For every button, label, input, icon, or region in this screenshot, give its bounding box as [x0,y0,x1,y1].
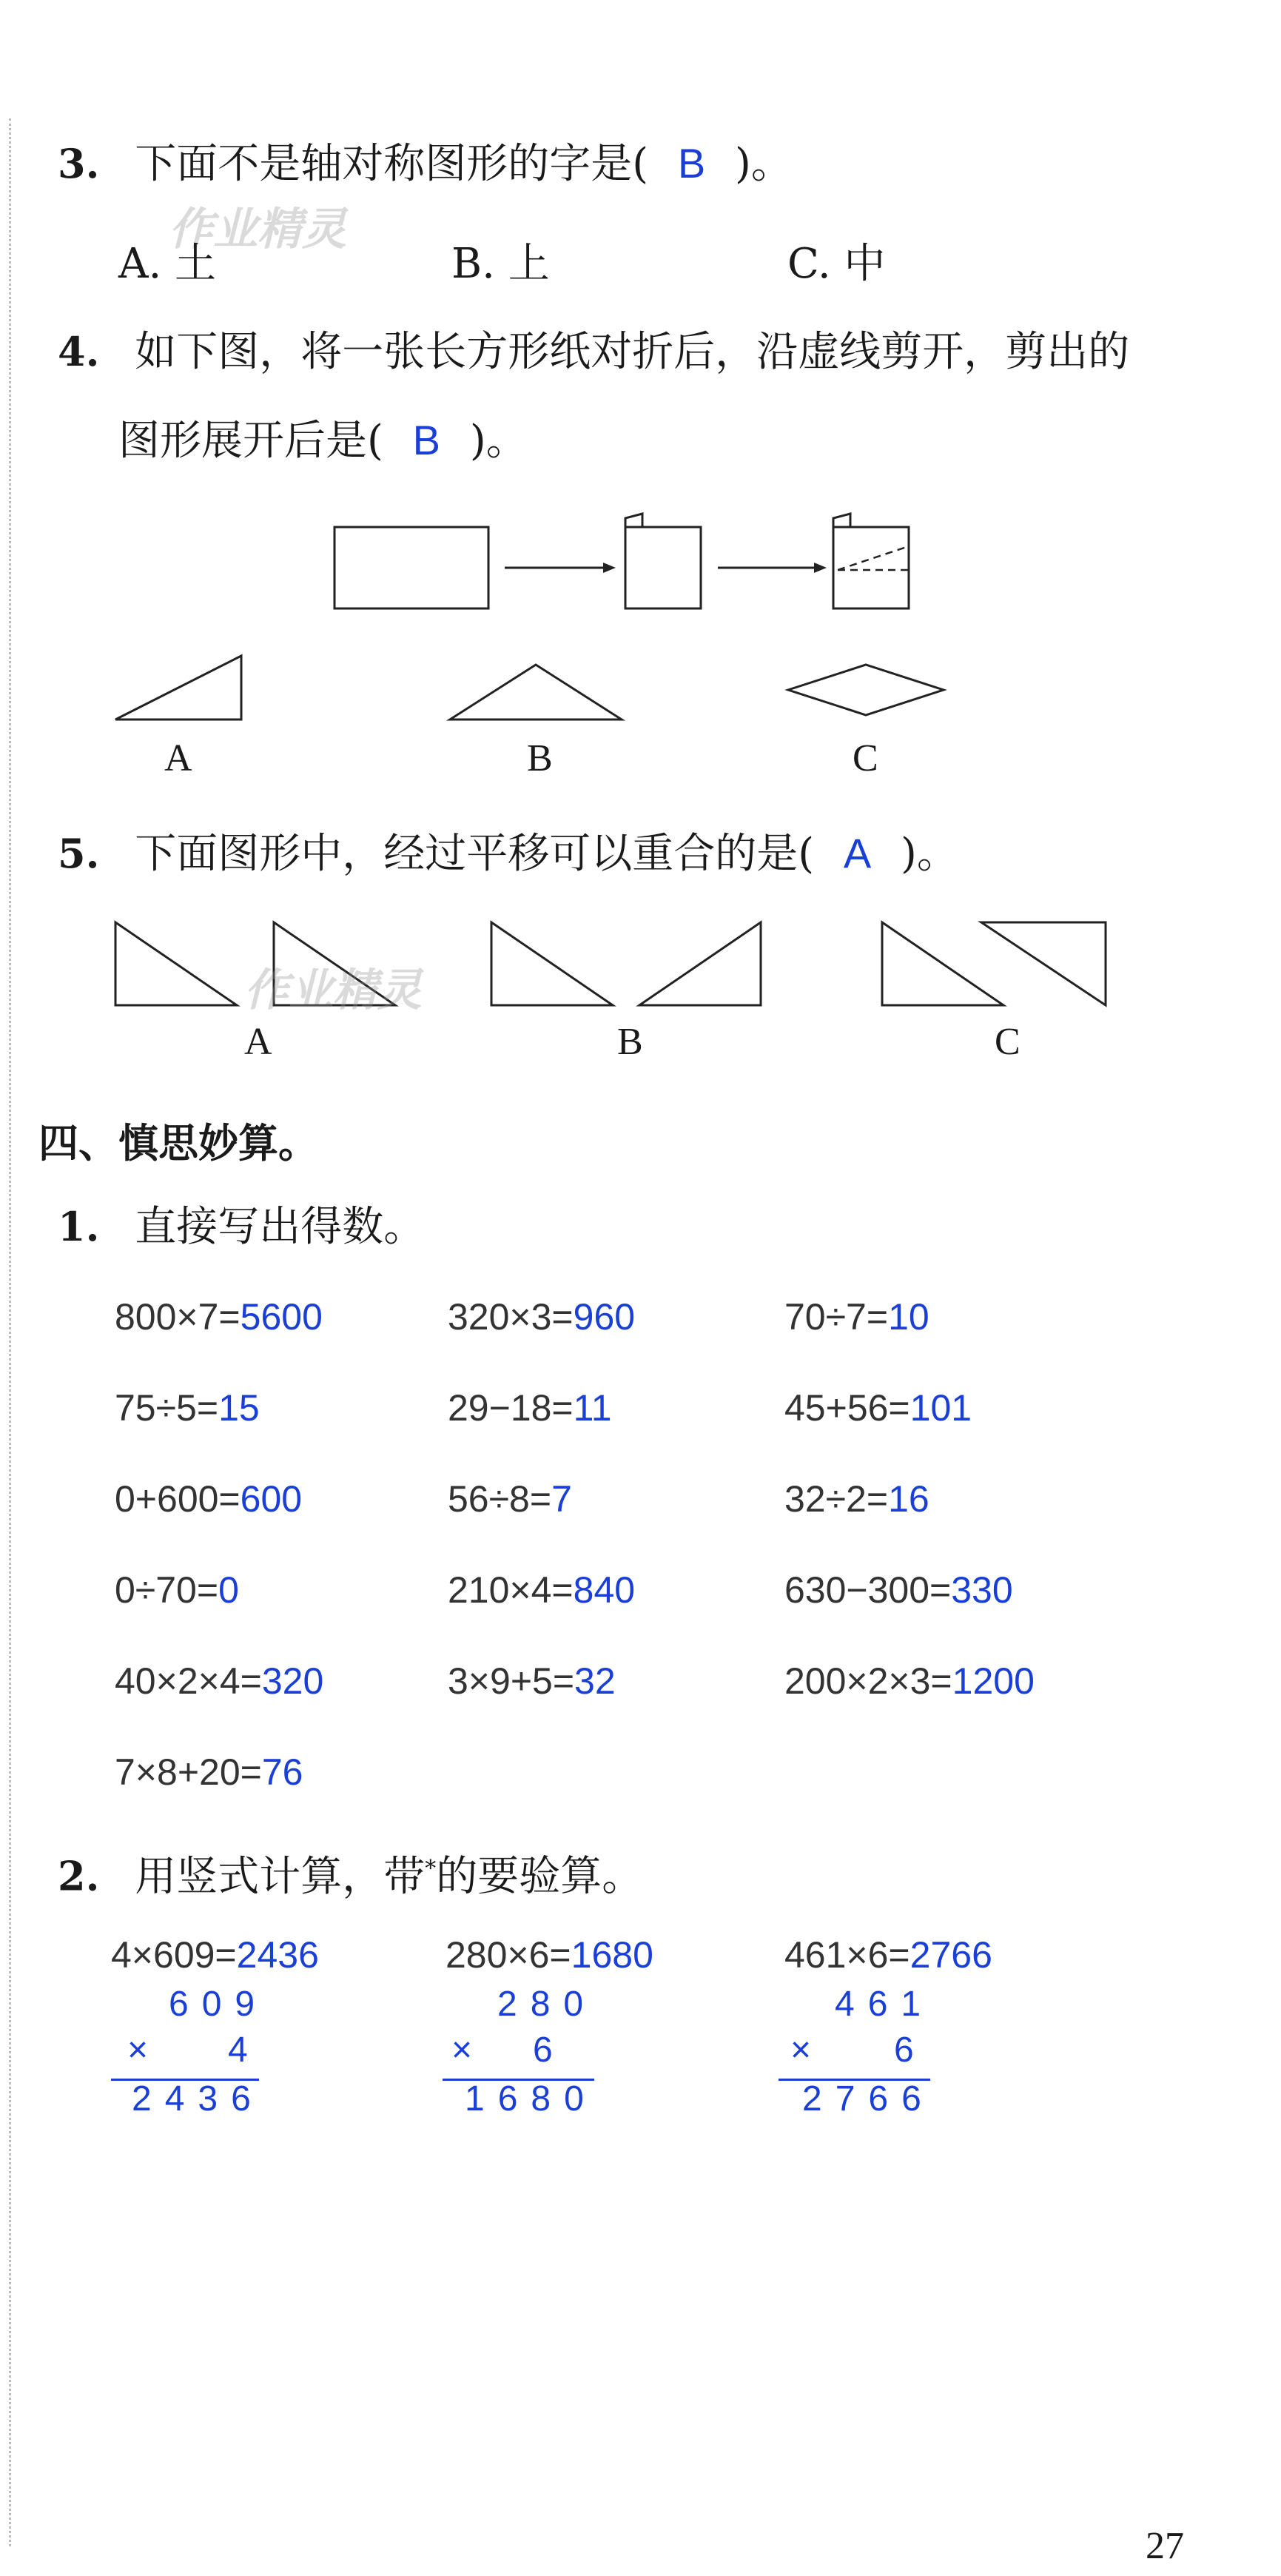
answer: 1680 [571,1934,653,1976]
shape-pair-b [491,922,761,1005]
option-a: A. 土 [118,240,217,288]
shape-pair-c [882,922,1106,1005]
calc-item: 56÷8=7 [448,1478,572,1520]
answer: 32 [574,1660,616,1702]
option-label-a: A [244,1021,272,1063]
answer: 76 [261,1751,303,1793]
answer: 960 [573,1296,636,1338]
calc-item: 4×609=2436 [111,1934,319,1976]
multiplicand: 609 [169,1985,269,2024]
answer: A [843,830,872,876]
arrow-head [814,563,827,573]
page-number: 27 [1146,2525,1184,2567]
question-3 [58,138,793,190]
calc-item: 40×2×4=320 [115,1660,324,1702]
question-4-line2 [118,415,528,467]
watermark: 作业精灵 [244,965,422,1016]
option-label-c: C [853,737,878,779]
question-4 [58,326,1129,378]
calc-item: 200×2×3=1200 [784,1660,1035,1702]
answer: 16 [888,1478,929,1520]
answer: 320 [261,1660,324,1702]
isosceles-triangle-b [450,665,622,720]
option-label-c: C [995,1021,1021,1063]
answer: 840 [573,1569,636,1611]
answer: 600 [240,1478,303,1520]
option-label-b: B [617,1021,643,1063]
question-number: 3. [58,140,100,187]
multiplicand: 280 [497,1985,597,2024]
multiplier: 4 [228,2030,261,2070]
option-b: B. 上 [451,240,550,288]
option-label-b: B [527,737,553,779]
product: 2436 [132,2079,264,2119]
watermark: 作业精灵 [169,204,346,255]
answer: B [412,417,441,463]
answer: 330 [951,1569,1013,1611]
question-text-end: )。 [469,417,528,465]
answer: 5600 [240,1296,323,1338]
calc-item: 630−300=330 [784,1569,1013,1611]
rhombus-c [788,665,944,715]
calc-item: 3×9+5=32 [448,1660,616,1702]
answer: 2436 [236,1934,319,1976]
calc-item: 70÷7=10 [784,1296,929,1338]
question-text: 下面图形中，经过平移可以重合的是( [135,830,815,878]
calc-item: 210×4=840 [448,1569,636,1611]
q4-option-shapes [111,651,962,725]
question-text: 图形展开后是( [118,417,383,465]
section-title: 四、慎思妙算。 [38,1120,318,1167]
calc-item: 320×3=960 [448,1296,636,1338]
arrow-head [603,563,616,573]
question-number: 1. [58,1203,100,1250]
star-mark: * [425,1856,437,1882]
question-text-end: )。 [901,830,958,878]
answer: 0 [218,1569,239,1611]
calc-item: 461×6=2766 [784,1934,992,1976]
question-text: 用竖式计算，带 [135,1852,426,1901]
rectangle-paper [334,527,488,608]
calc-item: 0+600=600 [115,1478,303,1520]
question-5 [58,828,958,880]
multiplier: 6 [894,2030,927,2070]
answer: 15 [218,1387,260,1429]
folded-paper-with-cut [833,514,909,608]
answer: B [677,140,706,187]
product: 2766 [802,2079,935,2119]
option-label-a: A [164,737,192,779]
answer: 7 [551,1478,572,1520]
calc-item: 45+56=101 [784,1387,972,1429]
right-triangle-a [115,656,241,720]
question-text: 直接写出得数。 [135,1203,426,1251]
section4-question-2 [58,1843,643,1903]
folded-paper [625,514,701,608]
option-c: C. 中 [787,240,886,288]
paper-folding-diagram [326,511,932,622]
calc-item: 29−18=11 [448,1387,612,1429]
calc-item: 75÷5=15 [115,1387,260,1429]
calc-item: 800×7=5600 [115,1296,323,1338]
answer: 1200 [952,1660,1035,1702]
calc-item: 7×8+20=76 [115,1751,303,1793]
answer: 10 [888,1296,929,1338]
product: 1680 [465,2079,597,2119]
answer: 2766 [910,1934,992,1976]
question-number: 4. [58,328,100,375]
question-text-end: )。 [735,140,793,188]
calc-item: 280×6=1680 [446,1934,653,1976]
section4-question-1 [58,1201,425,1253]
multiply-sign: × [790,2030,825,2070]
multiply-sign: × [451,2030,486,2070]
question-text-end: 的要验算。 [436,1852,644,1901]
question-number: 2. [58,1852,100,1900]
multiply-sign: × [127,2030,162,2070]
question-text: 如下图，将一张长方形纸对折后，沿虚线剪开，剪出的 [135,328,1130,376]
multiplier: 6 [533,2030,566,2070]
answer: 101 [910,1387,972,1429]
answer: 11 [573,1387,612,1429]
question-number: 5. [58,830,100,877]
calc-item: 32÷2=16 [784,1478,929,1520]
calc-item: 0÷70=0 [115,1569,239,1611]
multiplicand: 461 [835,1985,935,2024]
question-text: 下面不是轴对称图形的字是( [135,140,649,188]
binding-margin-line [9,118,11,2546]
